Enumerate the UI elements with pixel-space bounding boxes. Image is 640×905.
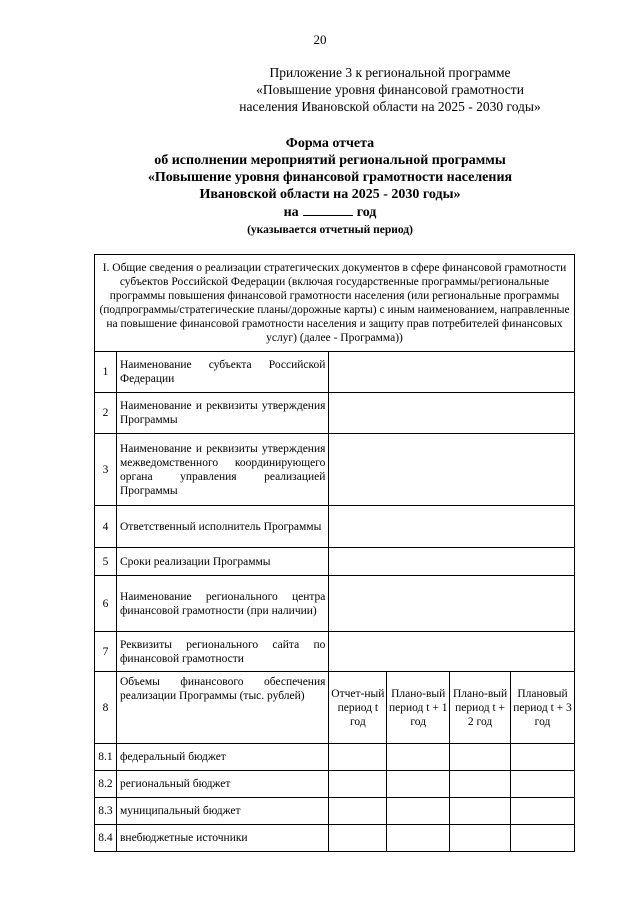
value-cell — [387, 744, 450, 771]
value-cell — [450, 744, 511, 771]
row-value-cell — [329, 352, 575, 393]
page-number: 20 — [313, 32, 327, 47]
value-cell — [329, 825, 387, 852]
table-row — [95, 434, 575, 506]
row-value-cell — [329, 434, 575, 506]
value-cell — [511, 771, 575, 798]
row-label: Ответственный исполнитель Программы — [116, 506, 328, 548]
row-value-cell — [329, 576, 575, 632]
title-line-2: об исполнении мероприятий региональной программы — [154, 153, 506, 168]
table-row — [95, 632, 575, 672]
annex-line-2: «Повышение уровня финансовой грамотности — [256, 82, 524, 97]
value-cell — [329, 744, 387, 771]
row-label: Наименование и реквизиты утверждения межведомственного координирующего органа управления реализацией Программы — [116, 434, 328, 506]
period-line — [90, 203, 570, 221]
row-number: 8.2 — [95, 771, 117, 798]
value-cell — [511, 798, 575, 825]
period-suffix: год — [356, 205, 377, 220]
row-number: 7 — [95, 632, 117, 672]
row-number: 6 — [95, 576, 117, 632]
row-number: 8.3 — [95, 798, 117, 825]
value-cell — [450, 798, 511, 825]
table-row — [95, 393, 575, 434]
row-number: 1 — [95, 352, 117, 393]
row-value-cell — [329, 506, 575, 548]
title-line-1: Форма отчета — [285, 136, 375, 151]
row-number: 4 — [95, 506, 117, 548]
row-value-cell — [329, 393, 575, 434]
column-header-plan-t2: Плано-вый период t + 2 год — [450, 672, 511, 744]
funding-row — [95, 825, 575, 852]
row-label: Наименование и реквизиты утверждения Программы — [116, 393, 328, 434]
title-line-4: Ивановской области на 2025 - 2030 годы» — [199, 187, 461, 202]
value-cell — [387, 825, 450, 852]
row-number: 8.1 — [95, 744, 117, 771]
row-number: 3 — [95, 434, 117, 506]
form-title — [90, 135, 570, 238]
row-label: внебюджетные источники — [116, 825, 328, 852]
funding-row — [95, 771, 575, 798]
row-label: муниципальный бюджет — [116, 798, 328, 825]
value-cell — [387, 771, 450, 798]
table-row — [95, 576, 575, 632]
row-label: федеральный бюджет — [116, 744, 328, 771]
period-note: (указывается отчетный период) — [247, 224, 413, 236]
table-row — [95, 506, 575, 548]
table-row — [95, 352, 575, 393]
value-cell — [511, 744, 575, 771]
value-cell — [450, 771, 511, 798]
funding-row — [95, 744, 575, 771]
row-label: Реквизиты регионального сайта по финансовой грамотности — [116, 632, 328, 672]
value-cell — [329, 771, 387, 798]
annex-line-1: Приложение 3 к региональной программе — [269, 65, 511, 80]
row-label: Наименование регионального центра финансовой грамотности (при наличии) — [116, 576, 328, 632]
row-value-cell — [329, 548, 575, 576]
period-blank — [303, 203, 353, 216]
annex-line-3: населения Ивановской области на 2025 - 2030 годы» — [239, 99, 541, 114]
row-number: 8 — [95, 672, 117, 744]
value-cell — [329, 798, 387, 825]
funding-header-row — [95, 672, 575, 744]
row-label: Объемы финансового обеспечения реализации Программы (тыс. рублей) — [116, 672, 328, 744]
row-number: 5 — [95, 548, 117, 576]
column-header-reporting-period: Отчет-ный период t год — [329, 672, 387, 744]
column-header-plan-t1: Плано-вый период t + 1 год — [387, 672, 450, 744]
title-line-3: «Повышение уровня финансовой грамотности населения — [147, 170, 513, 185]
section-header-row — [95, 255, 575, 352]
value-cell — [511, 825, 575, 852]
value-cell — [450, 825, 511, 852]
section-header: I. Общие сведения о реализации стратегических документов в сфере финансовой грамотности субъектов Российской Федерации (включая государственные программы/региональные программы повышения финансовой грамотности населения (или региональные программы (подпрограммы/стратегические планы/дорожные карты) с иным наименованием, направленные на повышение финансовой грамотности населения и защиту прав потребителей финансовых услуг) (далее - Программа)) — [95, 255, 575, 352]
row-value-cell — [329, 632, 575, 672]
report-table — [94, 254, 575, 852]
row-label: региональный бюджет — [116, 771, 328, 798]
column-header-plan-t3: Плановый период t + 3 год — [511, 672, 575, 744]
row-label: Наименование субъекта Российской Федерации — [116, 352, 328, 393]
table-row — [95, 548, 575, 576]
period-prefix: на — [283, 205, 299, 220]
row-number: 2 — [95, 393, 117, 434]
funding-row — [95, 798, 575, 825]
value-cell — [387, 798, 450, 825]
row-label: Сроки реализации Программы — [116, 548, 328, 576]
row-number: 8.4 — [95, 825, 117, 852]
annex-heading — [210, 64, 570, 115]
